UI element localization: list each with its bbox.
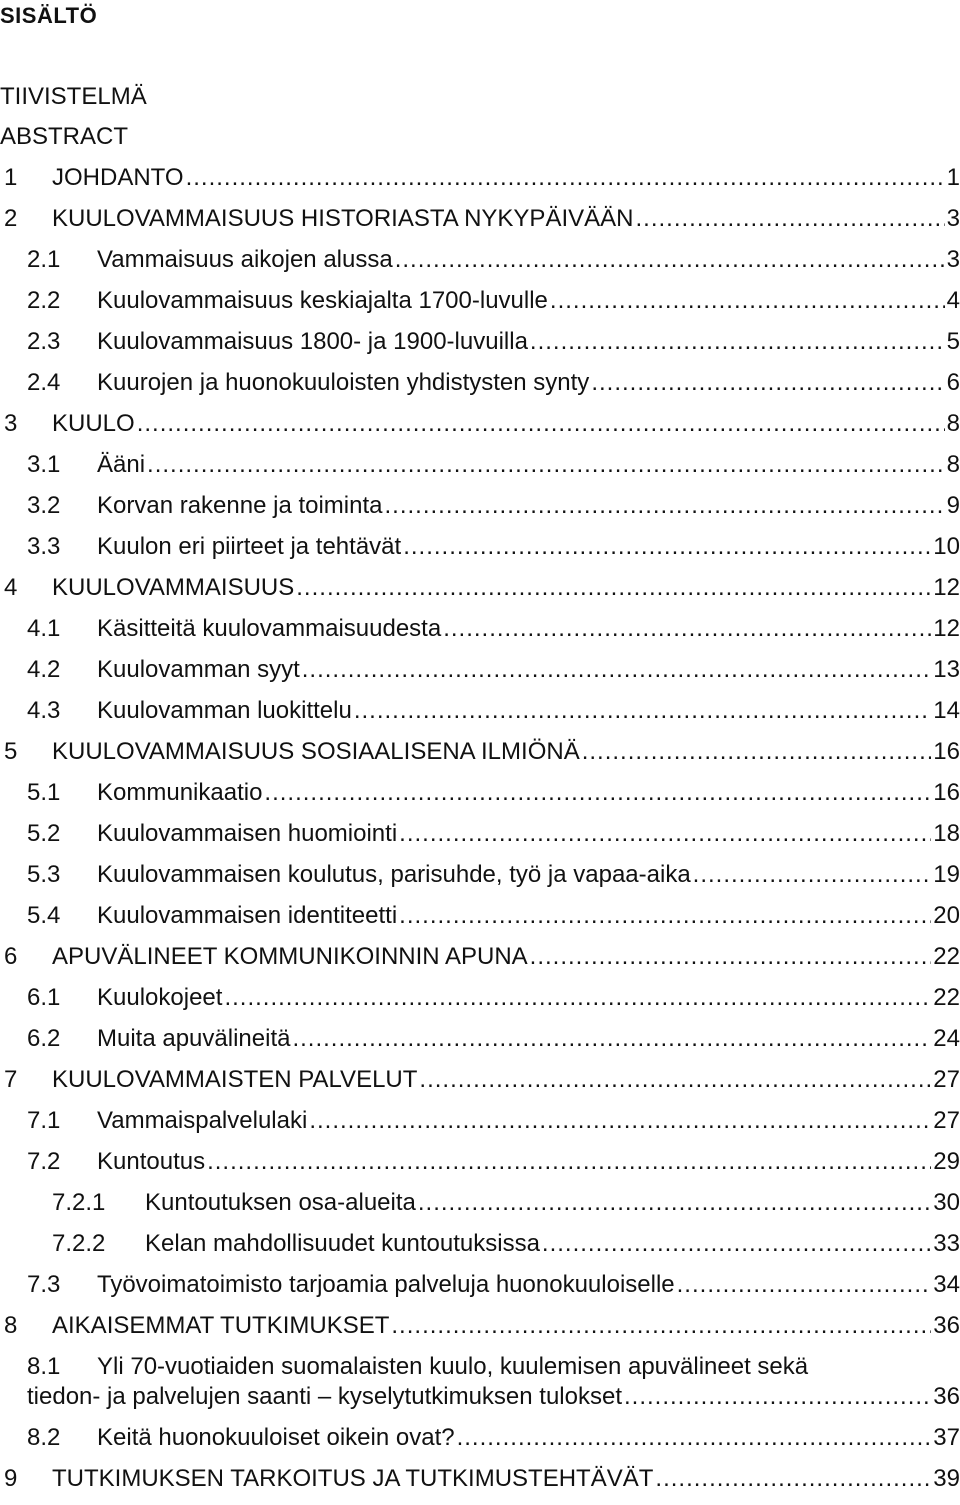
- dot-leader: [635, 204, 944, 234]
- toc-entry-title: Kuulovamman luokittelu: [97, 697, 352, 724]
- toc-entry-title: Kuurojen ja huonokuuloisten yhdistysten synty: [97, 369, 590, 396]
- toc-entry[interactable]: [0, 901, 960, 942]
- toc-entry[interactable]: [0, 1423, 960, 1464]
- toc-entry-page: 12: [933, 615, 960, 642]
- dot-leader: [264, 778, 931, 808]
- toc-entry-number: 6.1: [27, 984, 61, 1011]
- toc-entry-number: 2: [4, 205, 18, 232]
- toc-entry-number: 1: [4, 164, 18, 191]
- toc-entry-number: 5.1: [27, 779, 61, 806]
- dot-leader: [224, 983, 931, 1013]
- toc-entry-number: 8.1: [27, 1353, 61, 1380]
- dot-leader: [403, 532, 931, 562]
- toc-entry-number: 5: [4, 738, 18, 765]
- dot-leader: [418, 1188, 931, 1218]
- toc-entry[interactable]: [0, 286, 960, 327]
- toc-entry-page: 29: [933, 1148, 960, 1175]
- toc-entry-number: 7.2.2: [52, 1230, 106, 1257]
- toc-entry-title: Ääni: [97, 451, 146, 478]
- toc-entry[interactable]: [0, 368, 960, 409]
- toc-entry[interactable]: [0, 491, 960, 532]
- toc-entry-title: TUTKIMUKSEN TARKOITUS JA TUTKIMUSTEHTÄVÄT: [52, 1465, 654, 1492]
- toc-entry-page: 3: [946, 205, 960, 232]
- toc-entry-title: KUULOVAMMAISUUS HISTORIASTA NYKYPÄIVÄÄN: [52, 205, 634, 232]
- toc-entry-title: tiedon- ja palvelujen saanti – kyselytutkimuksen tulokset: [27, 1383, 622, 1410]
- toc-entry[interactable]: [0, 1311, 960, 1352]
- toc-entry-page: 10: [933, 533, 960, 560]
- toc-entry[interactable]: [0, 1024, 960, 1065]
- toc-entry-number: 8: [4, 1312, 18, 1339]
- toc-entry[interactable]: [0, 327, 960, 368]
- dot-leader: [693, 860, 932, 890]
- dot-leader: [677, 1270, 932, 1300]
- dot-leader: [137, 409, 945, 439]
- front-matter-abstract-fi: TIIVISTELMÄ: [0, 83, 147, 110]
- toc-entry[interactable]: [0, 696, 960, 737]
- toc-entry-title: APUVÄLINEET KOMMUNIKOINNIN APUNA: [52, 943, 528, 970]
- toc-entry-page: 8: [946, 451, 960, 478]
- toc-entry-number: 3.3: [27, 533, 61, 560]
- toc-entry-page: 16: [933, 779, 960, 806]
- toc-entry-number: 6: [4, 943, 18, 970]
- toc-entry-title: Vammaisuus aikojen alussa: [97, 246, 393, 273]
- toc-entry[interactable]: [0, 1464, 960, 1505]
- toc-entry-number: 3: [4, 410, 18, 437]
- toc-entry-title: Keitä huonokuuloiset oikein ovat?: [97, 1424, 455, 1451]
- toc-entry[interactable]: [0, 532, 960, 573]
- toc-entry[interactable]: [0, 983, 960, 1024]
- toc-entry[interactable]: [0, 1229, 960, 1270]
- toc-entry-number: 5.4: [27, 902, 61, 929]
- toc-entry-number: 9: [4, 1465, 18, 1492]
- dot-leader: [550, 286, 945, 316]
- toc-entry[interactable]: [0, 1188, 960, 1229]
- toc-entry-page: 36: [933, 1312, 960, 1339]
- toc-entry-page: 12: [933, 574, 960, 601]
- dot-leader: [296, 573, 931, 603]
- toc-entry-title: Kommunikaatio: [97, 779, 263, 806]
- dot-leader: [147, 450, 945, 480]
- dot-leader: [530, 327, 945, 357]
- dot-leader: [457, 1423, 932, 1453]
- toc-entry-page: 8: [946, 410, 960, 437]
- dot-leader: [399, 901, 931, 931]
- toc-entry-page: 1: [946, 164, 960, 191]
- toc-entry-page: 36: [933, 1383, 960, 1410]
- toc-entry-number: 3.1: [27, 451, 61, 478]
- toc-entry-page: 4: [946, 287, 960, 314]
- dot-leader: [530, 942, 932, 972]
- toc-entry-page: 5: [946, 328, 960, 355]
- dot-leader: [655, 1464, 931, 1494]
- toc-entry[interactable]: [0, 573, 960, 614]
- toc-entry-number: 7.1: [27, 1107, 61, 1134]
- toc-entry[interactable]: [0, 245, 960, 286]
- toc-entry-title-line1: Yli 70-vuotiaiden suomalaisten kuulo, kuulemisen apuvälineet sekä: [97, 1353, 809, 1380]
- toc-entry-title: KUULOVAMMAISUUS SOSIAALISENA ILMIÖNÄ: [52, 738, 580, 765]
- toc-entry-page: 34: [933, 1271, 960, 1298]
- toc-entry[interactable]: [0, 163, 960, 204]
- dot-leader: [309, 1106, 931, 1136]
- table-of-contents: [0, 163, 960, 1505]
- toc-entry-number: 7.2.1: [52, 1189, 106, 1216]
- toc-entry-page: 18: [933, 820, 960, 847]
- toc-entry-title: KUULOVAMMAISTEN PALVELUT: [52, 1066, 418, 1093]
- toc-entry-number: 7.3: [27, 1271, 61, 1298]
- toc-entry-title: KUULO: [52, 410, 135, 437]
- toc-entry[interactable]: [0, 409, 960, 450]
- toc-entry-title: AIKAISEMMAT TUTKIMUKSET: [52, 1312, 390, 1339]
- toc-entry[interactable]: [0, 450, 960, 491]
- dot-leader: [582, 737, 932, 767]
- toc-entry-page: 20: [933, 902, 960, 929]
- toc-entry[interactable]: [0, 819, 960, 860]
- toc-entry-page: 3: [946, 246, 960, 273]
- toc-entry-title: Kuulokojeet: [97, 984, 223, 1011]
- toc-entry-page: 37: [933, 1424, 960, 1451]
- toc-entry-number: 8.2: [27, 1424, 61, 1451]
- dot-leader: [542, 1229, 931, 1259]
- toc-entry[interactable]: [0, 1065, 960, 1106]
- toc-entry-title: Muita apuvälineitä: [97, 1025, 291, 1052]
- toc-entry-page: 30: [933, 1189, 960, 1216]
- toc-entry-title: Kuulovammaisen identiteetti: [97, 902, 398, 929]
- toc-entry-title: Kuntoutus: [97, 1148, 206, 1175]
- toc-entry-title: Käsitteitä kuulovammaisuudesta: [97, 615, 442, 642]
- toc-entry-title: Kuulon eri piirteet ja tehtävät: [97, 533, 402, 560]
- toc-entry-title: Kelan mahdollisuudet kuntoutuksissa: [145, 1230, 540, 1257]
- front-matter-abstract-en: ABSTRACT: [0, 123, 129, 150]
- toc-entry-page: 13: [933, 656, 960, 683]
- toc-entry[interactable]: [0, 1270, 960, 1311]
- toc-entry-page: 16: [933, 738, 960, 765]
- toc-entry-page: 33: [933, 1230, 960, 1257]
- toc-entry-title: Työvoimatoimisto tarjoamia palveluja huonokuuloiselle: [97, 1271, 675, 1298]
- toc-entry[interactable]: [0, 860, 960, 901]
- dot-leader: [385, 491, 945, 521]
- dot-leader: [419, 1065, 931, 1095]
- page-title: SISÄLTÖ: [0, 3, 98, 28]
- dot-leader: [624, 1382, 931, 1412]
- toc-entry-page: 14: [933, 697, 960, 724]
- toc-entry-page: 24: [933, 1025, 960, 1052]
- toc-entry-title: Kuulovammaisen huomiointi: [97, 820, 398, 847]
- dot-leader: [391, 1311, 931, 1341]
- toc-entry[interactable]: [0, 1352, 960, 1423]
- toc-entry-number: 4.1: [27, 615, 61, 642]
- toc-entry-title: Kuntoutuksen osa-alueita: [145, 1189, 416, 1216]
- dot-leader: [591, 368, 944, 398]
- toc-entry-number: 4.3: [27, 697, 61, 724]
- toc-entry-page: 19: [933, 861, 960, 888]
- toc-entry[interactable]: [0, 942, 960, 983]
- toc-entry-number: 2.3: [27, 328, 61, 355]
- dot-leader: [399, 819, 931, 849]
- toc-entry-number: 2.1: [27, 246, 61, 273]
- toc-entry[interactable]: [0, 614, 960, 655]
- toc-entry-title: Korvan rakenne ja toiminta: [97, 492, 383, 519]
- toc-entry-title: Kuulovamman syyt: [97, 656, 300, 683]
- dot-leader: [292, 1024, 931, 1054]
- toc-entry-title: Kuulovammaisen koulutus, parisuhde, työ ja vapaa-aika: [97, 861, 691, 888]
- toc-entry-page: 27: [933, 1107, 960, 1134]
- toc-entry-title: KUULOVAMMAISUUS: [52, 574, 295, 601]
- toc-entry-page: 39: [933, 1465, 960, 1492]
- toc-entry-number: 4: [4, 574, 18, 601]
- toc-entry-number: 3.2: [27, 492, 61, 519]
- toc-entry-page: 9: [946, 492, 960, 519]
- toc-entry[interactable]: [0, 204, 960, 245]
- toc-entry-number: 2.4: [27, 369, 61, 396]
- toc-entry-number: 4.2: [27, 656, 61, 683]
- toc-entry-page: 22: [933, 943, 960, 970]
- toc-entry-title: Vammaispalvelulaki: [97, 1107, 308, 1134]
- toc-entry[interactable]: [0, 778, 960, 819]
- toc-entry-number: 2.2: [27, 287, 61, 314]
- toc-entry-page: 22: [933, 984, 960, 1011]
- dot-leader: [395, 245, 945, 275]
- toc-entry[interactable]: [0, 1106, 960, 1147]
- toc-entry[interactable]: [0, 1147, 960, 1188]
- toc-entry-title: Kuulovammaisuus keskiajalta 1700-luvulle: [97, 287, 548, 314]
- toc-entry-title: Kuulovammaisuus 1800- ja 1900-luvuilla: [97, 328, 528, 355]
- toc-entry[interactable]: [0, 737, 960, 778]
- toc-entry-page: 6: [946, 369, 960, 396]
- dot-leader: [186, 163, 945, 193]
- toc-entry-number: 7.2: [27, 1148, 61, 1175]
- toc-entry-number: 6.2: [27, 1025, 61, 1052]
- dot-leader: [207, 1147, 931, 1177]
- toc-entry-title: JOHDANTO: [52, 164, 184, 191]
- toc-entry-number: 7: [4, 1066, 18, 1093]
- dot-leader: [443, 614, 931, 644]
- dot-leader: [354, 696, 931, 726]
- toc-entry[interactable]: [0, 655, 960, 696]
- toc-entry-number: 5.3: [27, 861, 61, 888]
- toc-entry-page: 27: [933, 1066, 960, 1093]
- toc-entry-number: 5.2: [27, 820, 61, 847]
- dot-leader: [302, 655, 932, 685]
